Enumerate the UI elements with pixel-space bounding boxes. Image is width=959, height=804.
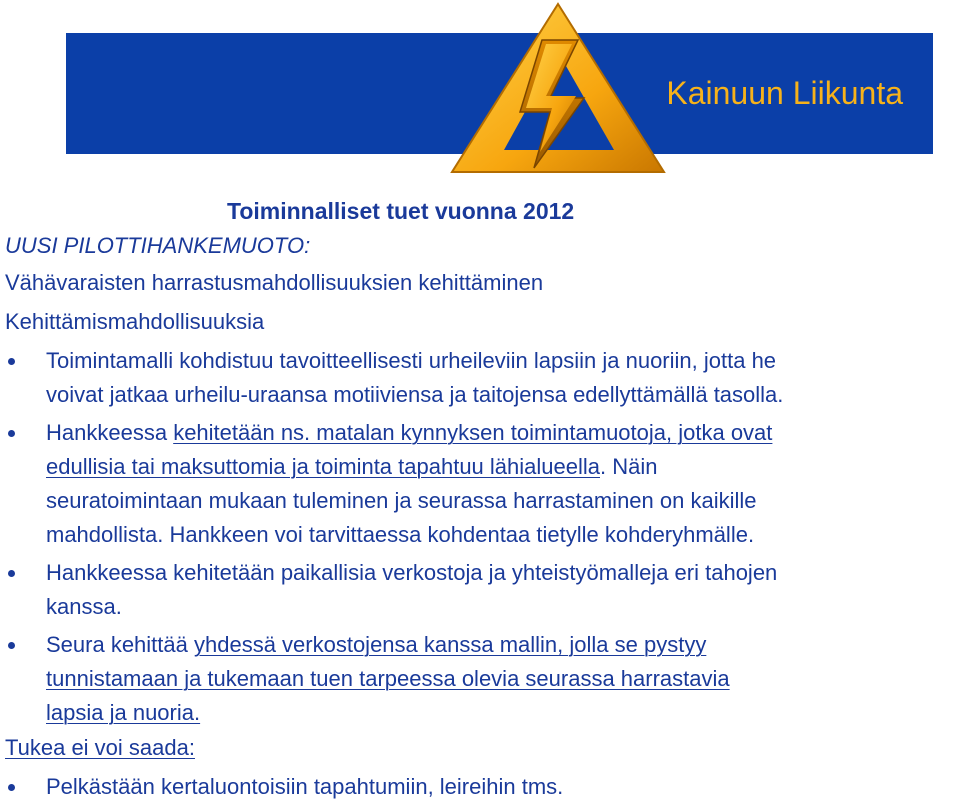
- list-item: [0, 628, 959, 730]
- bullet3-line2: kanssa.: [46, 594, 122, 619]
- bullet2-underlined-1: kehitetään ns. matalan kynnyksen toimintamuotoja, jotka ovat: [173, 420, 773, 445]
- bullet-dot-icon: [8, 570, 15, 577]
- bullet4-line1: [46, 628, 959, 662]
- bullet5-line1: Pelkästään kertaluontoisiin tapahtumiin, leireihin tms.: [46, 774, 564, 799]
- bullet2-line1: [46, 416, 959, 450]
- bullet3-line1: Hankkeessa kehitetään paikallisia verkostoja ja yhteistyömalleja eri tahojen: [46, 560, 778, 585]
- bullet1-line2: voivat jatkaa urheilu-uraansa motiiviensa ja taitojensa edellyttämällä tasolla.: [46, 382, 784, 407]
- no-aid-heading: Tukea ei voi saada:: [5, 735, 195, 760]
- subtitle-main: Vähävaraisten harrastusmahdollisuuksien kehittäminen: [5, 270, 544, 295]
- subtitle-secondary: Kehittämismahdollisuuksia: [5, 309, 265, 334]
- list-item: [0, 344, 959, 412]
- pilot-heading: UUSI PILOTTIHANKEMUOTO:: [5, 233, 311, 258]
- bullet-dot-icon: [8, 642, 15, 649]
- bullet2-line3: seuratoimintaan mukaan tuleminen ja seurassa harrastaminen on kaikille: [46, 488, 757, 513]
- list-item: [0, 416, 959, 552]
- bullet4-lead: Seura kehittää: [46, 632, 194, 657]
- bullet2-line4: mahdollista. Hankkeen voi tarvittaessa kohdentaa tietylle kohderyhmälle.: [46, 522, 755, 547]
- bullet-list-no-aid: [0, 770, 959, 804]
- bullet2-line2: [46, 450, 959, 484]
- brand-title: Kainuun Liikunta: [666, 75, 903, 111]
- bullet-dot-icon: [8, 784, 15, 791]
- page-title: Toiminnalliset tuet vuonna 2012: [227, 198, 575, 224]
- bullet-list-main: [0, 344, 959, 730]
- list-item: [0, 770, 959, 804]
- bullet-dot-icon: [8, 430, 15, 437]
- bullet2-underlined-2: edullisia tai maksuttomia ja toiminta tapahtuu lähialueella: [46, 454, 600, 479]
- bullet2-lead: Hankkeessa: [46, 420, 174, 445]
- bullet4-underlined-1: yhdessä verkostojensa kanssa mallin, jolla se pystyy: [193, 632, 707, 657]
- bullet-dot-icon: [8, 358, 15, 365]
- bullet4-line2: tunnistamaan ja tukemaan tuen tarpeessa olevia seurassa harrastavia: [46, 666, 730, 691]
- bullet1-line1: Toimintamalli kohdistuu tavoitteellisesti urheileviin lapsiin ja nuoriin, jotta he: [46, 348, 777, 373]
- list-item: [0, 556, 959, 624]
- bullet2-tail: . Näin: [600, 454, 658, 479]
- orange-triangle-logo-icon: [446, 0, 676, 178]
- bullet4-line3: lapsia ja nuoria.: [46, 700, 201, 725]
